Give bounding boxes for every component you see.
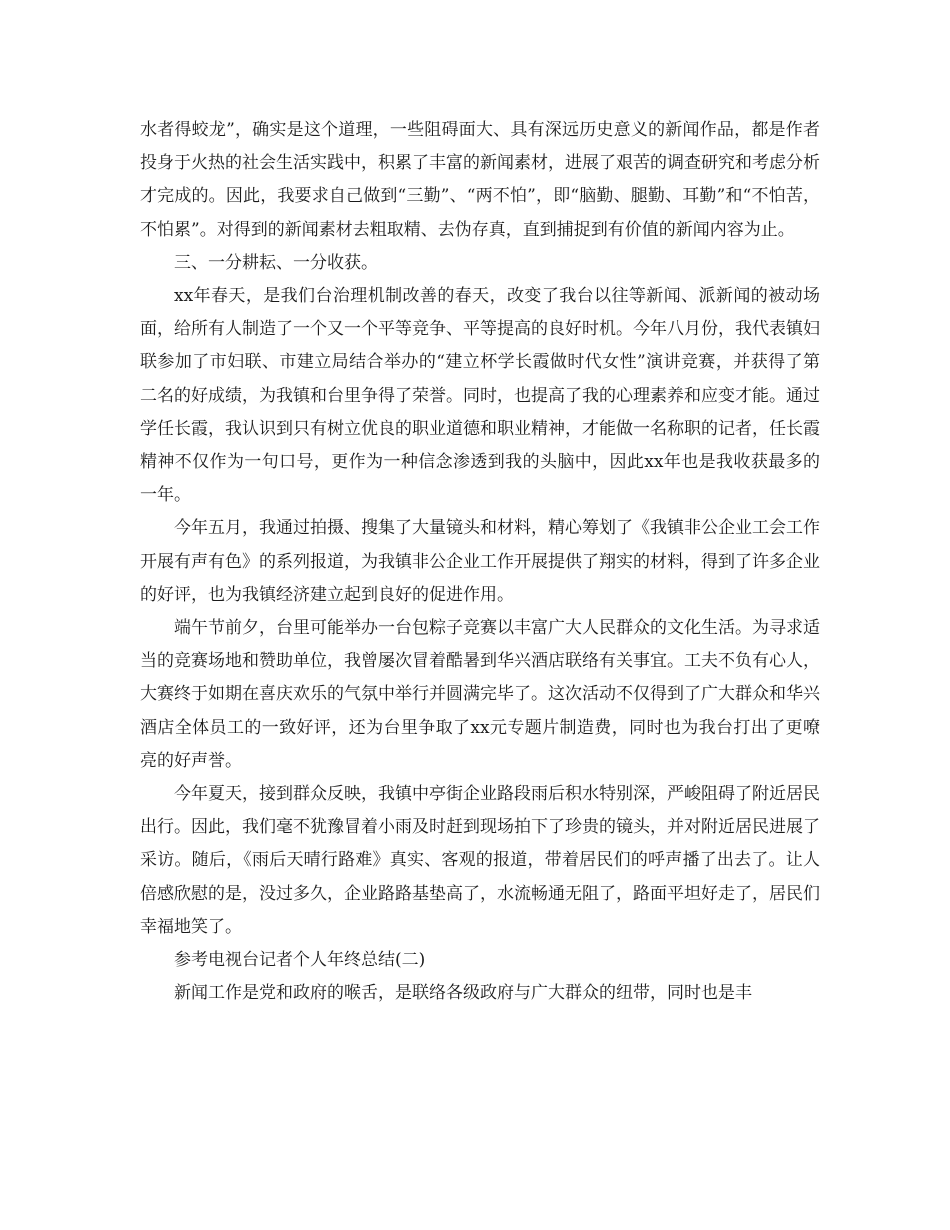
paragraph-6: 今年夏天，接到群众反映，我镇中亭街企业路段雨后积水特别深，严峻阻碍了附近居民出行。因此，我们毫不犹豫冒着小雨及时赶到现场拍下了珍贵的镜头，并对附近居民进展了采访。随后，《雨后天晴行路难》真实、客观的报道，带着居民们的呼声播了出去了。让人倍感欣慰的是，没过多久，企业路路基垫高了，水流畅通无阻了，路面平坦好走了，居民们幸福地笑了。: [140, 784, 820, 937]
paragraph-5: 端午节前夕，台里可能举办一台包粽子竞赛以丰富广大人民群众的文化生活。为寻求适当的竞赛场地和赞助单位，我曾屡次冒着酷暑到华兴酒店联络有关事宜。工夫不负有心人，大赛终于如期在喜庆欢乐的气氛中举行并圆满完毕了。这次活动不仅得到了广大群众和华兴酒店全体员工的一致好评，还为台里争取了xx元专题片制造费，同时也为我台打出了更嘹亮的好声誉。: [140, 618, 820, 771]
document-body: [140, 114, 820, 1010]
paragraph-4: 今年五月，我通过拍摄、搜集了大量镜头和材料，精心筹划了《我镇非公企业工会工作开展有声有色》的系列报道，为我镇非公企业工作开展提供了翔实的材料，得到了许多企业的好评，也为我镇经济建立起到良好的促进作用。: [140, 518, 820, 605]
article-title-2: 参考电视台记者个人年终总结(二): [174, 950, 426, 971]
paragraph-3: xx年春天，是我们台治理机制改善的春天，改变了我台以往等新闻、派新闻的被动场面，给所有人制造了一个又一个平等竞争、平等提高的良好时机。今年八月份，我代表镇妇联参加了市妇联、市建立局结合举办的“建立杯学长霞做时代女性”演讲竞赛，并获得了第二名的好成绩，为我镇和台里争得了荣誉。同时，也提高了我的心理素养和应变才能。通过学任长霞，我认识到只有树立优良的职业道德和职业精神，才能做一名称职的记者，任长霞精神不仅作为一句口号，更作为一种信念渗透到我的头脑中，因此xx年也是我收获最多的一年。: [140, 286, 820, 506]
section-heading-3: 三、一分耕耘、一分收获。: [174, 252, 378, 273]
paragraph-1: 水者得蛟龙”，确实是这个道理，一些阻碍面大、具有深远历史意义的新闻作品，都是作者投身于火热的社会生活实践中，积累了丰富的新闻素材，进展了艰苦的调查研究和考虑分析才完成的。因此，我要求自己做到“三勤”、“两不怕”，即“脑勤、腿勤、耳勤”和“不怕苦，不怕累”。对得到的新闻素材去粗取精、去伪存真，直到捕捉到有价值的新闻内容为止。: [140, 120, 820, 240]
paragraph-8: 新闻工作是党和政府的喉舌，是联络各级政府与广大群众的纽带，同时也是丰: [174, 983, 752, 1004]
